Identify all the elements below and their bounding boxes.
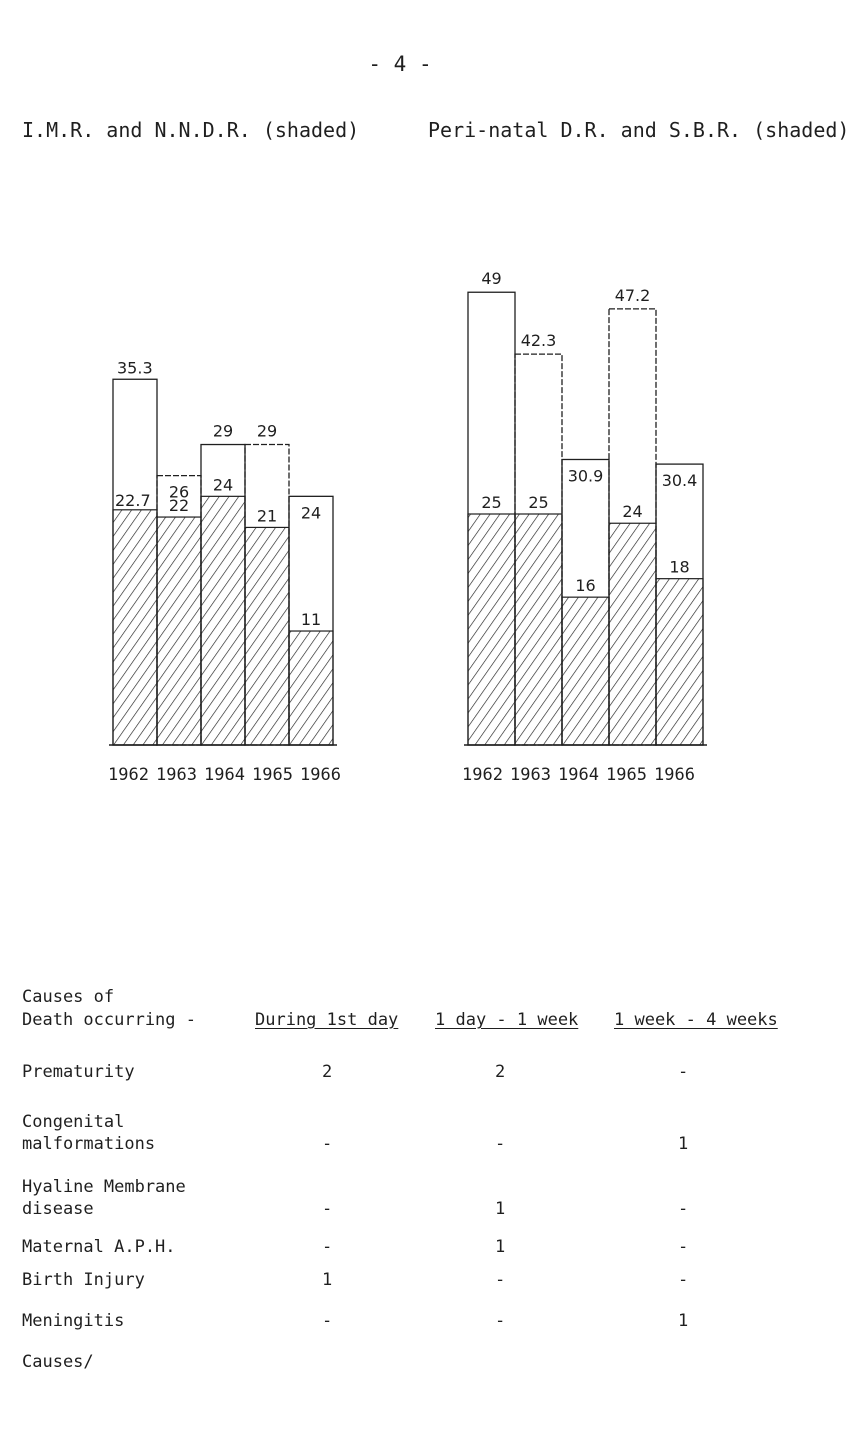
- shaded-value-label: 22: [168, 496, 190, 516]
- shaded-bar-1966: [289, 631, 333, 745]
- outline-value-label: 24: [300, 503, 322, 523]
- category-label: 1964: [558, 765, 599, 785]
- shaded-bar-1965: [609, 523, 656, 745]
- table-cell-value: 1: [495, 1199, 506, 1219]
- category-label: 1965: [606, 765, 647, 785]
- outline-value-label: 30.4: [661, 471, 698, 491]
- table-column-header: 1 week - 4 weeks: [614, 1010, 778, 1030]
- shaded-value-label: 16: [575, 576, 596, 596]
- table-cell-value: -: [678, 1237, 689, 1257]
- table-row-label: Hyaline Membrane: [22, 1177, 186, 1197]
- shaded-value-label: 11: [300, 610, 322, 630]
- shaded-value-label: 21: [256, 506, 278, 526]
- table-cell-value: 1: [678, 1311, 689, 1331]
- table-column-header: 1 day - 1 week: [435, 1010, 579, 1030]
- shaded-bar-1964: [201, 496, 245, 745]
- category-label: 1963: [510, 765, 551, 785]
- table-row-label: Congenital: [22, 1112, 125, 1132]
- table-row-label: disease: [22, 1199, 94, 1219]
- shaded-value-label: 25: [481, 493, 502, 512]
- shaded-value-label: 25: [528, 493, 549, 512]
- shaded-value-label: 24: [212, 475, 234, 495]
- category-label: 1962: [462, 765, 503, 785]
- chart-title-perinatal: Peri-natal D.R. and S.B.R. (shaded): [428, 118, 849, 142]
- category-label: 1966: [654, 765, 695, 785]
- shaded-value-label: 18: [669, 557, 690, 577]
- table-cell-value: -: [495, 1270, 506, 1290]
- table-cell-value: -: [322, 1237, 333, 1257]
- shaded-bar-1965: [245, 527, 289, 745]
- table-row-label: Meningitis: [22, 1311, 125, 1331]
- table-cell-value: -: [678, 1062, 689, 1082]
- chart-title-imr: I.M.R. and N.N.D.R. (shaded): [22, 118, 360, 142]
- outline-value-label: 49: [481, 269, 502, 289]
- table-header-death-occurring: Death occurring -: [22, 1010, 196, 1030]
- table-row-label: Prematurity: [22, 1062, 135, 1082]
- page-number: - 4 -: [368, 52, 432, 76]
- table-cell-value: 1: [322, 1270, 333, 1290]
- table-cell-value: 1: [678, 1134, 689, 1154]
- table-cell-value: 2: [322, 1062, 333, 1082]
- table-row-label: malformations: [22, 1134, 156, 1154]
- category-label: 1966: [300, 765, 341, 785]
- category-label: 1963: [156, 765, 197, 785]
- table-cell-value: -: [678, 1270, 689, 1290]
- outline-value-label: 26: [168, 482, 190, 502]
- outline-value-label: 30.9: [567, 466, 604, 486]
- shaded-bar-1964: [562, 597, 609, 745]
- table-cell-value: -: [322, 1199, 333, 1219]
- table-row-label: Birth Injury: [22, 1270, 145, 1290]
- outline-value-label: 29: [256, 421, 278, 441]
- table-header-causes: Causes of: [22, 987, 115, 1007]
- table-cell-value: 1: [495, 1237, 506, 1257]
- shaded-bar-1962: [468, 514, 515, 745]
- table-column-header: During 1st day: [255, 1010, 399, 1030]
- table-cell-value: -: [322, 1134, 333, 1154]
- outline-value-label: 29: [212, 421, 234, 441]
- table-cell-value: 2: [495, 1062, 506, 1082]
- table-footer: Causes/: [22, 1352, 94, 1372]
- outline-value-label: 47.2: [614, 285, 651, 305]
- outline-value-label: 42.3: [520, 331, 557, 351]
- table-cell-value: -: [495, 1311, 506, 1331]
- shaded-bar-1963: [157, 517, 201, 745]
- table-cell-value: -: [678, 1199, 689, 1219]
- outline-value-label: 35.3: [117, 358, 153, 378]
- shaded-bar-1963: [515, 514, 562, 745]
- table-row-label: Maternal A.P.H.: [22, 1237, 176, 1257]
- shaded-value-label: 22.7: [115, 490, 151, 510]
- category-label: 1965: [252, 765, 293, 785]
- shaded-value-label: 24: [622, 502, 643, 522]
- category-label: 1964: [204, 765, 245, 785]
- table-cell-value: -: [322, 1311, 333, 1331]
- table-cell-value: -: [495, 1134, 506, 1154]
- shaded-bar-1962: [113, 510, 157, 745]
- category-label: 1962: [108, 765, 149, 785]
- shaded-bar-1966: [656, 579, 703, 745]
